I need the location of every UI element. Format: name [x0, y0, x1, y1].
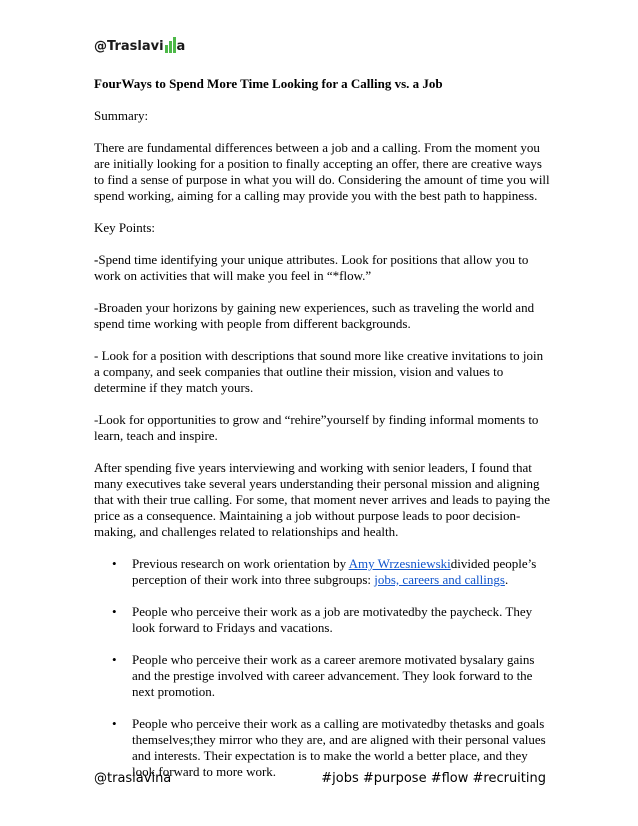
summary-label: Summary:	[94, 108, 149, 123]
body-paragraph: After spending five years interviewing and working with senior leaders, I found that many executives take several years understanding their personal mission and aligning that with their true calling. For some, that moment never arrives and leads to paying the price as a consequence. Maintaining a job without purpose leads to poor decision-making, and challenges related to relationships and health.	[94, 460, 550, 539]
document-title: FourWays to Spend More Time Looking for a Calling vs. a Job	[94, 76, 443, 91]
list-item: • Previous research on work orientation by Amy Wrzesniewskidivided people’s perception of their work into three subgroups: jobs, careers and callings.	[112, 556, 537, 587]
work-orientation-list	[94, 556, 550, 780]
logo-text-suffix: a	[176, 39, 186, 54]
summary-text: There are fundamental differences between a job and a calling. From the moment you are initially looking for a position to finally accepting an offer, there are creative ways to find a sense of purpose in what you will do. Considering the amount of time you will spend working, aiming for a calling may provide you with the best path to happiness.	[94, 140, 550, 203]
key-point: - Look for a position with descriptions that sound more like creative invitations to join a company, and seek companies that outline their mission, vision and values to determine if they match yours.	[94, 348, 544, 395]
logo-text-prefix: @Traslavi	[94, 39, 164, 54]
footer-handle: @traslavina	[94, 771, 172, 786]
page-footer	[94, 771, 546, 786]
logo-bars-icon	[165, 37, 176, 53]
footer-hashtags: #jobs #purpose #flow #recruiting	[321, 771, 546, 786]
bullet-icon: •	[112, 716, 117, 731]
jobs-careers-callings-link[interactable]: jobs, careers and callings	[374, 572, 505, 587]
bullet-icon: •	[112, 652, 117, 667]
key-points-label: Key Points:	[94, 220, 156, 235]
list-item: • People who perceive their work as a career aremore motivated bysalary gains and the prestige involved with career advancement. They look forward to the next promotion.	[112, 652, 535, 699]
amy-wrzesniewski-link[interactable]: Amy Wrzesniewski	[348, 556, 451, 571]
list-item: • People who perceive their work as a calling are motivatedby thetasks and goals themselves;they mirror who they are, and are aligned with their personal values and interests. Their expectation is to make the world a better place, and they look forward to more work.	[112, 716, 546, 779]
list-item: • People who perceive their work as a job are motivatedby the paycheck. They look forward to Fridays and vacations.	[112, 604, 533, 635]
key-point: -Look for opportunities to grow and “rehire”yourself by finding informal moments to learn, teach and inspire.	[94, 412, 539, 443]
document-body	[94, 76, 550, 796]
key-point: -Broaden your horizons by gaining new experiences, such as traveling the world and spend time working with people from different backgrounds.	[94, 300, 535, 331]
key-point-dash: -	[94, 252, 99, 267]
bullet-icon: •	[112, 604, 117, 619]
bullet-icon: •	[112, 556, 117, 571]
brand-logo	[94, 37, 185, 54]
key-point: -Spend time identifying your unique attributes. Look for positions that allow you to work on activities that will make you feel in “*flow.”	[94, 252, 529, 283]
